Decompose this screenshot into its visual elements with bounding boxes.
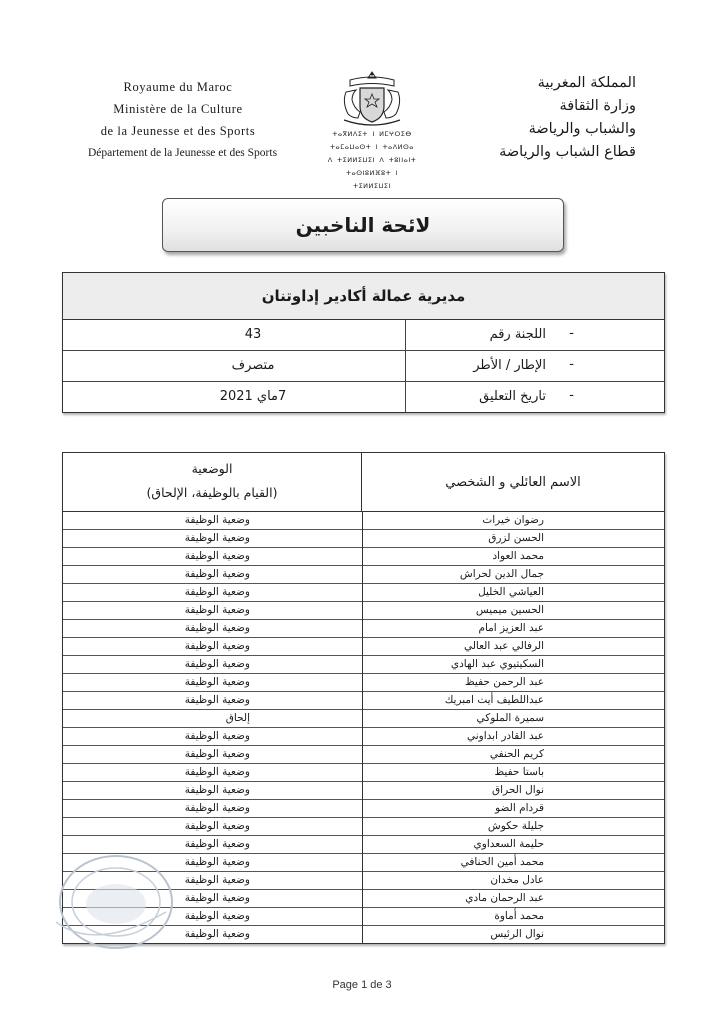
row-status: وضعية الوظيفة — [184, 784, 250, 796]
row-status: وضعية الوظيفة — [184, 676, 250, 688]
row-status: وضعية الوظيفة — [184, 910, 250, 922]
info-rows — [63, 320, 664, 412]
row-name: باستا حفيظ — [494, 766, 544, 778]
info-row-label: تاريخ التعليق — [479, 389, 546, 404]
row-status: وضعية الوظيفة — [184, 820, 250, 832]
row-name: سميرة الملوكي — [476, 712, 544, 724]
table-header — [63, 453, 664, 512]
row-name: العياشي الخليل — [478, 586, 544, 598]
row-status: وضعية الوظيفة — [184, 802, 250, 814]
table-row — [63, 763, 664, 781]
header-name: الاسم العائلي و الشخصي — [445, 474, 581, 490]
row-status: وضعية الوظيفة — [184, 640, 250, 652]
row-status: وضعية الوظيفة — [184, 586, 250, 598]
header-tif-line2: ⵜⴰⵎⴰⵡⴰⵙⵜ ⵏ ⵜⴰⴷⵍⵙⴰ — [330, 143, 414, 151]
row-status: وضعية الوظيفة — [184, 532, 250, 544]
row-status: وضعية الوظيفة — [184, 694, 250, 706]
table-row — [63, 547, 664, 565]
row-name: قردام الضو — [495, 802, 544, 814]
row-status: وضعية الوظيفة — [184, 658, 250, 670]
info-row — [63, 381, 664, 412]
row-name: محمد أمين الحنافي — [460, 856, 544, 868]
row-name: الحسن لزرق — [488, 532, 544, 544]
row-name: نوال الرئيس — [490, 928, 544, 940]
table-row — [63, 512, 664, 529]
info-row-value: 43 — [244, 327, 262, 342]
table-row — [63, 835, 664, 853]
row-status: وضعية الوظيفة — [184, 604, 250, 616]
table-row — [63, 529, 664, 547]
header-status-subtitle: (القيام بالوظيفة، الإلحاق) — [146, 485, 278, 500]
row-name: حليمة السعداوي — [473, 838, 544, 850]
header-tif-line4: ⵜⴰⵙⵏⵓⵍⴼⵓⵜ ⵏ ⵜⵉⵍⵍⵉⵡⵉⵏ — [346, 169, 398, 190]
row-name: جمال الدين لحراش — [459, 568, 544, 580]
row-name: الرفالي عبد العالي — [463, 640, 544, 652]
row-status: وضعية الوظيفة — [184, 928, 250, 940]
table-row — [63, 673, 664, 691]
header-fr-line1: Royaume du Maroc — [123, 80, 233, 94]
table-row — [63, 727, 664, 745]
row-name: محمد أماوة — [494, 910, 544, 922]
header-tifinagh — [326, 128, 418, 193]
row-status: إلحاق — [225, 712, 250, 724]
info-row-dash: - — [569, 388, 574, 403]
row-name: عادل مخدان — [490, 874, 544, 886]
info-row-dash: - — [569, 357, 574, 372]
royal-coat-of-arms-icon — [336, 70, 408, 128]
header-ar-line3: والشباب والرياضة — [528, 121, 636, 137]
table-row — [63, 817, 664, 835]
row-name: جليلة حكوش — [487, 820, 544, 832]
table-row — [63, 781, 664, 799]
info-row-value: 7ماي 2021 — [219, 389, 287, 404]
row-name: كريم الحنفي — [489, 748, 544, 760]
row-status: وضعية الوظيفة — [184, 730, 250, 742]
info-row-value: متصرف — [231, 358, 275, 373]
header-fr-line3: de la Jeunesse et des Sports — [100, 124, 256, 138]
info-row — [63, 320, 664, 350]
info-box — [62, 272, 665, 413]
row-name: الحسين ميميس — [475, 604, 544, 616]
row-name: محمد العواد — [492, 550, 544, 562]
header-fr-line2: Ministère de la Culture — [113, 102, 243, 116]
table-row — [63, 709, 664, 727]
row-status: وضعية الوظيفة — [184, 622, 250, 634]
table-row — [63, 745, 664, 763]
header-ar-line1: المملكة المغربية — [537, 75, 636, 91]
info-row — [63, 350, 664, 381]
table-row — [63, 799, 664, 817]
row-name: عبد الرحمان مادي — [465, 892, 544, 904]
row-status: وضعية الوظيفة — [184, 856, 250, 868]
row-status: وضعية الوظيفة — [184, 550, 250, 562]
row-name: عبد القادر ابداوني — [466, 730, 544, 742]
header-french — [88, 76, 278, 164]
table-row — [63, 655, 664, 673]
table-row — [63, 601, 664, 619]
row-name: السكيتيوي عبد الهادي — [450, 658, 544, 670]
header-tif-line1: ⵜⴰⴳⵍⴷⵉⵜ ⵏ ⵍⵎⵖⵔⵉⴱ — [332, 130, 412, 138]
table-row — [63, 691, 664, 709]
header-ar-line4: قطاع الشباب والرياضة — [499, 144, 636, 160]
row-status: وضعية الوظيفة — [184, 874, 250, 886]
row-status: وضعية الوظيفة — [184, 892, 250, 904]
header-tif-line3: ⴷ ⵜⵉⵍⵍⵉⵡⵉⵏ ⴷ ⵜⵓⵏⵏⴰⵏⵜ — [327, 156, 417, 164]
info-heading: مديرية عمالة أكادير إداوتنان — [63, 273, 664, 320]
header-status — [63, 453, 362, 511]
info-row-dash: - — [569, 326, 574, 341]
table-row — [63, 583, 664, 601]
page-number: Page 1 de 3 — [332, 979, 392, 991]
row-status: وضعية الوظيفة — [184, 514, 250, 526]
row-name: عبد الرحمن حفيظ — [464, 676, 544, 688]
header-arabic — [466, 72, 636, 164]
info-row-label: الإطار / الأطر — [473, 358, 546, 373]
row-name: عبد العزيز امام — [478, 622, 544, 634]
table-row — [63, 565, 664, 583]
header-status-title: الوضعية — [191, 461, 233, 476]
header-fr-line4: Département de la Jeunesse et des Sports — [88, 147, 278, 159]
row-name: عبداللطيف أيت امبريك — [444, 694, 544, 706]
table-row — [63, 619, 664, 637]
document-title: لائحة الناخبين — [162, 198, 564, 252]
row-name: نوال الحراق — [492, 784, 544, 796]
row-status: وضعية الوظيفة — [184, 766, 250, 778]
info-row-label: اللجنة رقم — [489, 327, 546, 342]
row-name: رضوان خيرات — [482, 514, 544, 526]
official-stamp-icon — [36, 852, 174, 962]
row-status: وضعية الوظيفة — [184, 568, 250, 580]
table-row — [63, 637, 664, 655]
row-status: وضعية الوظيفة — [184, 748, 250, 760]
row-status: وضعية الوظيفة — [184, 838, 250, 850]
header-ar-line2: وزارة الثقافة — [559, 98, 636, 114]
